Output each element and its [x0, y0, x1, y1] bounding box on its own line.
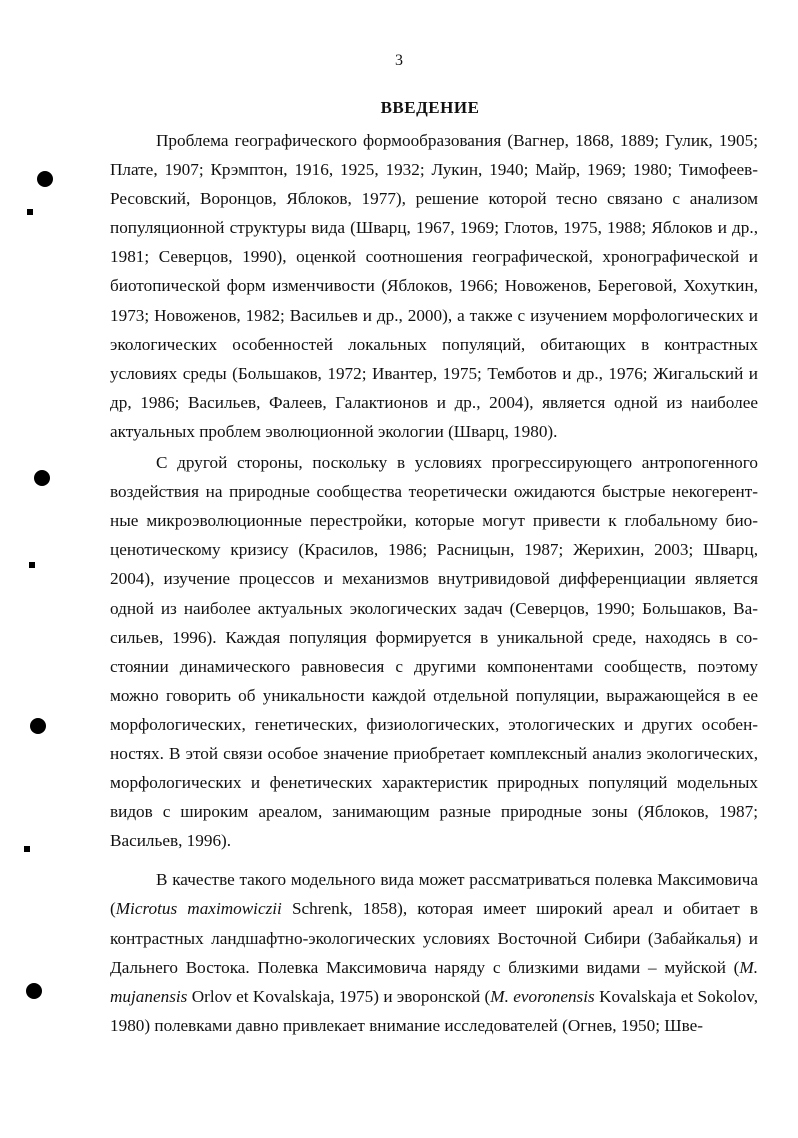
page-number: 3 [395, 52, 403, 69]
scan-speck [27, 209, 33, 215]
punch-hole-mark [37, 171, 53, 187]
paragraph-3 [110, 865, 758, 1040]
text-run: Проблема географического формообразования (Вагнер, 1868, 1889; Гулик, 1905; Плате, 1907; Крэмптон, 1916, 1925, 1932; Лукин, 1940; Майр, 1969; 1980; Тимофеев-Ресовский, Воронцов, Яблоков, 1977), решение которой тесно связано с анализом популяционной структуры вида (Шварц, 1967, 1969; Глотов, 1975, 1988; Яблоков и др., 1981; Северцов, 1990), оценкой соотношения географической, хронографической и биотопической форм изменчивости (Яблоков, 1966; Новоженов, Береговой, Хохуткин, 1973; Новоженов, 1982; Васильев и др., 2000), а также с изучением морфологических и экологических особенностей локальных популяций, обитающих в контрастных условиях среды (Большаков, 1972; Ивантер, 1975; Темботов и др., 1976; Жигальский и др, 1986; Васильев, Фалеев, Галактионов и др., 2004), является одной из наиболее актуальных проблем эволюционной экологии (Шварц, 1980). [110, 131, 758, 441]
text-run: В качестве такого модельного вида может рассматриваться полевка Максимовича ( [110, 870, 758, 919]
text-run: Kovalskaja et Sokolov, 1980) полевками давно привлекает внимание исследователей (Огнев, 1950; Шве- [110, 986, 759, 1035]
text-run: Schrenk, 1858), которая имеет широкий ареал и обитает в контрастных ландшафтно-экологических условиях Восточной Сибири (Забайкалья) и Дальнего Востока. Полевка Максимовича наряду с близкими видами – муйской ( [110, 899, 758, 977]
text-run: С другой стороны, поскольку в условиях прогрессирующего антропогенного воздействия на природные сообщества теоретически ожидаются быстрые некогерентные микроэволюционные перестройки, которые могут привести к глобальному биоценотическому кризису (Красилов, 1986; Расницын, 1987; Жерихин, 2003; Шварц, 2004), изучение процессов и механизмов внутривидовой дифференциации является одной из наиболее актуальных экологических задач (Северцов, 1990; Большаков, Васильев, 1996). Каждая популяция формируется в уникальной среде, находясь в состоянии динамического равновесия с другими компонентами сообществ, поэтому можно говорить об уникальности каждой отдельной популяции, выражающейся в ее морфологических, генетических, физиологических, этологических и других особенностях. В этой связи особое значение приобретает комплексный анализ экологических, морфологических и фенетических характеристик природных популяций модельных видов с широким ареалом, занимающим разные природные зоны (Яблоков, 1987; Васильев, 1996). [110, 453, 758, 851]
paragraph-2 [110, 448, 758, 855]
species-name-italic: M. evoronensis [490, 986, 595, 1006]
document-body [110, 126, 758, 1040]
punch-hole-mark [26, 983, 42, 999]
punch-hole-mark [34, 470, 50, 486]
page-heading: ВВЕДЕНИЕ [380, 98, 480, 117]
paragraph-1 [110, 126, 758, 446]
text-run: Orlov et Kovalskaja, 1975) и эворонской ( [187, 986, 491, 1006]
scan-speck [24, 846, 30, 852]
scan-speck [29, 562, 35, 568]
species-name-italic: Microtus maximowiczii [115, 899, 282, 919]
punch-hole-mark [30, 718, 46, 734]
species-name-italic: M. mujanensis [110, 957, 758, 1006]
